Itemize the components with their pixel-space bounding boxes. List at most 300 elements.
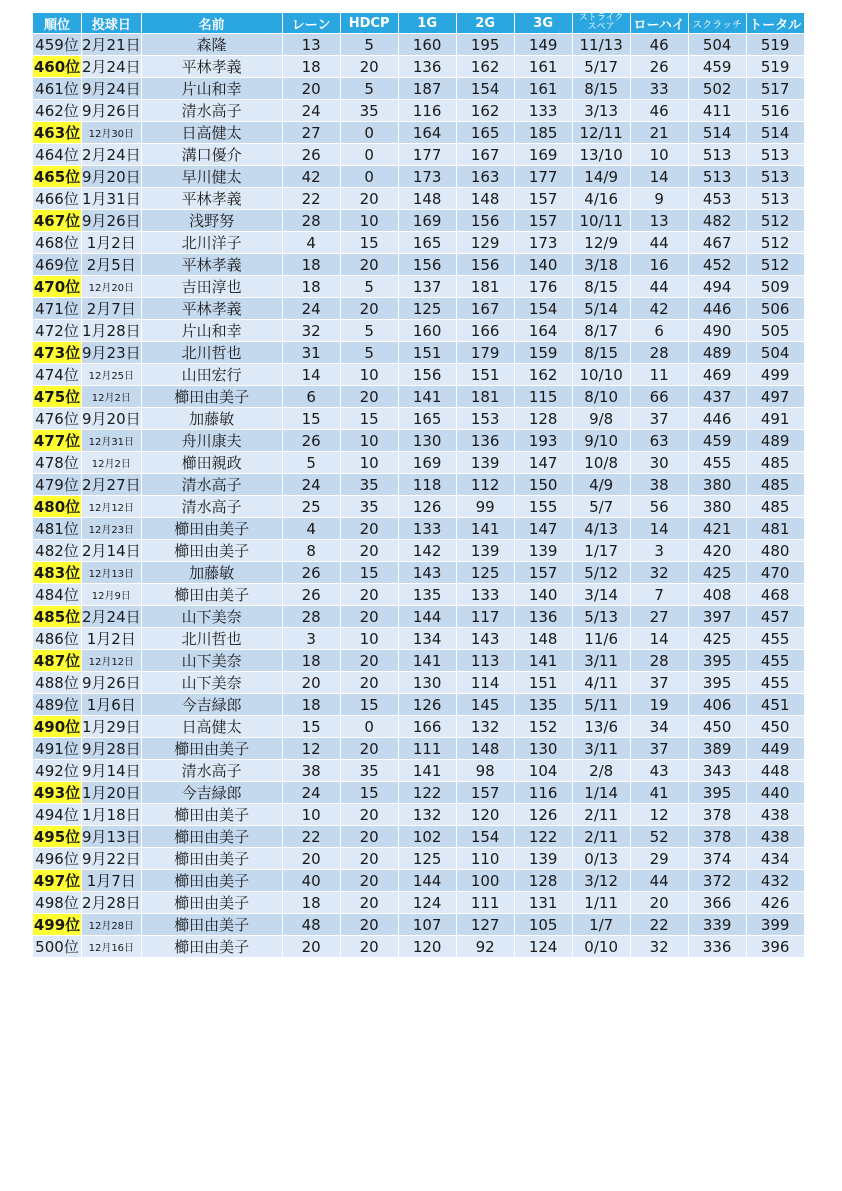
strike-spare-cell: 5/14 [572,298,630,320]
strike-spare-cell: 1/11 [572,892,630,914]
lowhigh-cell: 28 [630,342,688,364]
game2-cell: 163 [456,166,514,188]
table-row [33,518,805,540]
table-row [33,78,805,100]
lane-cell: 18 [282,276,340,298]
game2-cell: 167 [456,144,514,166]
hdcp-cell: 20 [340,540,398,562]
game1-cell: 130 [398,672,456,694]
date-cell: 9月13日 [82,826,142,848]
lane-cell: 20 [282,936,340,958]
total-cell: 449 [746,738,804,760]
game3-cell: 105 [514,914,572,936]
name-cell: 清水高子 [141,474,282,496]
game3-cell: 135 [514,694,572,716]
rank-cell: 477位 [33,430,82,452]
date-cell: 2月7日 [82,298,142,320]
game2-cell: 153 [456,408,514,430]
rank-cell: 467位 [33,210,82,232]
game3-cell: 185 [514,122,572,144]
strike-spare-cell: 4/13 [572,518,630,540]
total-cell: 440 [746,782,804,804]
total-cell: 499 [746,364,804,386]
game3-cell: 116 [514,782,572,804]
table-row [33,760,805,782]
strike-spare-cell: 5/13 [572,606,630,628]
game2-cell: 167 [456,298,514,320]
game3-cell: 173 [514,232,572,254]
game1-cell: 132 [398,804,456,826]
table-row [33,452,805,474]
game1-cell: 133 [398,518,456,540]
header-lane: レーン [282,13,340,34]
total-cell: 513 [746,144,804,166]
scratch-cell: 395 [688,672,746,694]
game2-cell: 156 [456,254,514,276]
strike-spare-cell: 10/11 [572,210,630,232]
rank-cell: 475位 [33,386,82,408]
lane-cell: 18 [282,56,340,78]
strike-spare-cell: 8/15 [572,342,630,364]
rank-cell: 496位 [33,848,82,870]
game3-cell: 152 [514,716,572,738]
name-cell: 吉田淳也 [141,276,282,298]
header-total: トータル [746,13,804,34]
game1-cell: 116 [398,100,456,122]
game2-cell: 125 [456,562,514,584]
rank-cell: 483位 [33,562,82,584]
scratch-cell: 372 [688,870,746,892]
total-cell: 468 [746,584,804,606]
lane-cell: 20 [282,672,340,694]
game1-cell: 118 [398,474,456,496]
game3-cell: 124 [514,936,572,958]
name-cell: 溝口優介 [141,144,282,166]
game1-cell: 156 [398,364,456,386]
date-cell: 1月29日 [82,716,142,738]
lane-cell: 8 [282,540,340,562]
strike-spare-cell: 2/11 [572,804,630,826]
hdcp-cell: 10 [340,628,398,650]
game2-cell: 166 [456,320,514,342]
scratch-cell: 408 [688,584,746,606]
hdcp-cell: 15 [340,232,398,254]
game2-cell: 139 [456,540,514,562]
header-date: 投球日 [82,13,142,34]
name-cell: 今吉緑郎 [141,782,282,804]
strike-spare-cell: 11/13 [572,34,630,56]
game2-cell: 154 [456,826,514,848]
scratch-cell: 406 [688,694,746,716]
lowhigh-cell: 21 [630,122,688,144]
hdcp-cell: 35 [340,496,398,518]
scratch-cell: 437 [688,386,746,408]
date-cell: 2月24日 [82,606,142,628]
game2-cell: 129 [456,232,514,254]
game2-cell: 148 [456,188,514,210]
header-hdcp: HDCP [340,13,398,34]
date-cell: 12月20日 [82,276,142,298]
rank-cell: 484位 [33,584,82,606]
name-cell: 櫛田由美子 [141,584,282,606]
scratch-cell: 452 [688,254,746,276]
table-row [33,430,805,452]
lane-cell: 24 [282,100,340,122]
game1-cell: 137 [398,276,456,298]
game3-cell: 151 [514,672,572,694]
lowhigh-cell: 29 [630,848,688,870]
table-row [33,628,805,650]
game3-cell: 177 [514,166,572,188]
lane-cell: 4 [282,518,340,540]
hdcp-cell: 20 [340,914,398,936]
rank-cell: 493位 [33,782,82,804]
strike-spare-cell: 12/11 [572,122,630,144]
strike-spare-cell: 13/6 [572,716,630,738]
date-cell: 9月20日 [82,166,142,188]
strike-spare-cell: 3/14 [572,584,630,606]
strike-spare-cell: 0/13 [572,848,630,870]
hdcp-cell: 20 [340,188,398,210]
header-strike-label: ストライク [578,13,624,23]
header-rank: 順位 [33,13,82,34]
game1-cell: 122 [398,782,456,804]
strike-spare-cell: 5/7 [572,496,630,518]
lowhigh-cell: 6 [630,320,688,342]
scratch-cell: 446 [688,298,746,320]
game2-cell: 145 [456,694,514,716]
hdcp-cell: 5 [340,320,398,342]
game1-cell: 120 [398,936,456,958]
game1-cell: 144 [398,870,456,892]
lane-cell: 27 [282,122,340,144]
strike-spare-cell: 3/11 [572,650,630,672]
rank-cell: 479位 [33,474,82,496]
game2-cell: 143 [456,628,514,650]
game1-cell: 143 [398,562,456,584]
scratch-cell: 339 [688,914,746,936]
lowhigh-cell: 43 [630,760,688,782]
date-cell: 9月26日 [82,672,142,694]
name-cell: 清水高子 [141,100,282,122]
game1-cell: 135 [398,584,456,606]
game1-cell: 160 [398,320,456,342]
rank-cell: 461位 [33,78,82,100]
name-cell: 櫛田由美子 [141,870,282,892]
table-row [33,188,805,210]
lowhigh-cell: 32 [630,936,688,958]
header-lowhigh: ローハイ [630,13,688,34]
total-cell: 485 [746,452,804,474]
name-cell: 北川哲也 [141,342,282,364]
table-row [33,584,805,606]
game2-cell: 117 [456,606,514,628]
name-cell: 山田宏行 [141,364,282,386]
rank-cell: 494位 [33,804,82,826]
total-cell: 504 [746,342,804,364]
game3-cell: 139 [514,540,572,562]
ranking-table [32,12,805,958]
header-game3: 3G [514,13,572,34]
hdcp-cell: 20 [340,738,398,760]
game3-cell: 130 [514,738,572,760]
hdcp-cell: 5 [340,342,398,364]
rank-cell: 486位 [33,628,82,650]
date-cell: 9月23日 [82,342,142,364]
game3-cell: 147 [514,452,572,474]
total-cell: 438 [746,804,804,826]
rank-cell: 471位 [33,298,82,320]
name-cell: 櫛田由美子 [141,518,282,540]
rank-cell: 468位 [33,232,82,254]
rank-cell: 464位 [33,144,82,166]
lane-cell: 28 [282,210,340,232]
game3-cell: 149 [514,34,572,56]
hdcp-cell: 0 [340,122,398,144]
lane-cell: 5 [282,452,340,474]
total-cell: 455 [746,672,804,694]
name-cell: 櫛田由美子 [141,892,282,914]
lane-cell: 26 [282,430,340,452]
game1-cell: 165 [398,232,456,254]
strike-spare-cell: 1/17 [572,540,630,562]
header-scratch: スクラッチ [688,13,746,34]
lowhigh-cell: 37 [630,738,688,760]
total-cell: 396 [746,936,804,958]
date-cell: 12月28日 [82,914,142,936]
game1-cell: 125 [398,848,456,870]
table-row [33,298,805,320]
lowhigh-cell: 44 [630,276,688,298]
total-cell: 512 [746,210,804,232]
date-cell: 2月24日 [82,144,142,166]
lowhigh-cell: 9 [630,188,688,210]
lane-cell: 26 [282,562,340,584]
strike-spare-cell: 4/9 [572,474,630,496]
name-cell: 浅野努 [141,210,282,232]
game1-cell: 130 [398,430,456,452]
table-row [33,650,805,672]
lane-cell: 18 [282,254,340,276]
total-cell: 434 [746,848,804,870]
total-cell: 451 [746,694,804,716]
strike-spare-cell: 1/7 [572,914,630,936]
date-cell: 1月2日 [82,628,142,650]
hdcp-cell: 20 [340,606,398,628]
lowhigh-cell: 16 [630,254,688,276]
strike-spare-cell: 8/17 [572,320,630,342]
game1-cell: 160 [398,34,456,56]
strike-spare-cell: 8/10 [572,386,630,408]
name-cell: 山下美奈 [141,650,282,672]
table-row [33,210,805,232]
hdcp-cell: 20 [340,298,398,320]
scratch-cell: 389 [688,738,746,760]
rank-cell: 500位 [33,936,82,958]
table-row [33,606,805,628]
table-row [33,672,805,694]
strike-spare-cell: 2/8 [572,760,630,782]
lane-cell: 14 [282,364,340,386]
game3-cell: 140 [514,254,572,276]
date-cell: 1月2日 [82,232,142,254]
date-cell: 1月20日 [82,782,142,804]
name-cell: 櫛田由美子 [141,540,282,562]
total-cell: 497 [746,386,804,408]
game3-cell: 128 [514,870,572,892]
table-row [33,364,805,386]
game3-cell: 157 [514,210,572,232]
name-cell: 今吉緑郎 [141,694,282,716]
lowhigh-cell: 44 [630,232,688,254]
lane-cell: 15 [282,408,340,430]
table-row [33,782,805,804]
table-row [33,166,805,188]
hdcp-cell: 20 [340,584,398,606]
scratch-cell: 378 [688,826,746,848]
strike-spare-cell: 5/12 [572,562,630,584]
lane-cell: 25 [282,496,340,518]
scratch-cell: 459 [688,56,746,78]
table-row [33,540,805,562]
game1-cell: 126 [398,496,456,518]
lowhigh-cell: 19 [630,694,688,716]
total-cell: 481 [746,518,804,540]
header-game2: 2G [456,13,514,34]
total-cell: 512 [746,232,804,254]
hdcp-cell: 20 [340,386,398,408]
hdcp-cell: 35 [340,474,398,496]
strike-spare-cell: 14/9 [572,166,630,188]
game3-cell: 157 [514,562,572,584]
name-cell: 舟川康夫 [141,430,282,452]
strike-spare-cell: 3/18 [572,254,630,276]
name-cell: 平林孝義 [141,254,282,276]
lowhigh-cell: 46 [630,34,688,56]
game3-cell: 150 [514,474,572,496]
rank-cell: 482位 [33,540,82,562]
lowhigh-cell: 14 [630,166,688,188]
game1-cell: 124 [398,892,456,914]
date-cell: 9月24日 [82,78,142,100]
game1-cell: 144 [398,606,456,628]
hdcp-cell: 35 [340,100,398,122]
rank-cell: 499位 [33,914,82,936]
rank-cell: 476位 [33,408,82,430]
lane-cell: 12 [282,738,340,760]
game1-cell: 151 [398,342,456,364]
rank-cell: 495位 [33,826,82,848]
game1-cell: 141 [398,760,456,782]
lowhigh-cell: 34 [630,716,688,738]
name-cell: 片山和幸 [141,320,282,342]
name-cell: 平林孝義 [141,298,282,320]
name-cell: 櫛田由美子 [141,386,282,408]
date-cell: 9月26日 [82,100,142,122]
game3-cell: 140 [514,584,572,606]
lowhigh-cell: 14 [630,518,688,540]
rank-cell: 485位 [33,606,82,628]
total-cell: 457 [746,606,804,628]
hdcp-cell: 15 [340,408,398,430]
table-row [33,826,805,848]
scratch-cell: 467 [688,232,746,254]
lane-cell: 22 [282,188,340,210]
scratch-cell: 514 [688,122,746,144]
date-cell: 2月27日 [82,474,142,496]
rank-cell: 478位 [33,452,82,474]
strike-spare-cell: 2/11 [572,826,630,848]
scratch-cell: 395 [688,782,746,804]
rank-cell: 472位 [33,320,82,342]
lowhigh-cell: 11 [630,364,688,386]
lowhigh-cell: 14 [630,628,688,650]
total-cell: 399 [746,914,804,936]
scratch-cell: 455 [688,452,746,474]
game1-cell: 141 [398,650,456,672]
lowhigh-cell: 46 [630,100,688,122]
lowhigh-cell: 37 [630,672,688,694]
lowhigh-cell: 10 [630,144,688,166]
game3-cell: 139 [514,848,572,870]
table-row [33,870,805,892]
scratch-cell: 336 [688,936,746,958]
total-cell: 438 [746,826,804,848]
rank-cell: 463位 [33,122,82,144]
strike-spare-cell: 10/10 [572,364,630,386]
total-cell: 509 [746,276,804,298]
game3-cell: 128 [514,408,572,430]
game2-cell: 98 [456,760,514,782]
total-cell: 512 [746,254,804,276]
strike-spare-cell: 4/16 [572,188,630,210]
scratch-cell: 411 [688,100,746,122]
hdcp-cell: 20 [340,650,398,672]
table-row [33,320,805,342]
game2-cell: 181 [456,386,514,408]
game3-cell: 162 [514,364,572,386]
lowhigh-cell: 3 [630,540,688,562]
game3-cell: 115 [514,386,572,408]
game2-cell: 120 [456,804,514,826]
name-cell: 北川哲也 [141,628,282,650]
name-cell: 櫛田由美子 [141,826,282,848]
rank-cell: 491位 [33,738,82,760]
hdcp-cell: 0 [340,716,398,738]
game3-cell: 169 [514,144,572,166]
game2-cell: 156 [456,210,514,232]
date-cell: 1月6日 [82,694,142,716]
game1-cell: 126 [398,694,456,716]
game2-cell: 113 [456,650,514,672]
lane-cell: 32 [282,320,340,342]
date-cell: 9月28日 [82,738,142,760]
date-cell: 1月7日 [82,870,142,892]
table-row [33,408,805,430]
date-cell: 12月2日 [82,452,142,474]
total-cell: 513 [746,188,804,210]
lane-cell: 18 [282,892,340,914]
scratch-cell: 469 [688,364,746,386]
hdcp-cell: 15 [340,782,398,804]
name-cell: 片山和幸 [141,78,282,100]
table-row [33,386,805,408]
lane-cell: 24 [282,474,340,496]
header-game1: 1G [398,13,456,34]
table-row [33,474,805,496]
game1-cell: 142 [398,540,456,562]
table-row [33,254,805,276]
